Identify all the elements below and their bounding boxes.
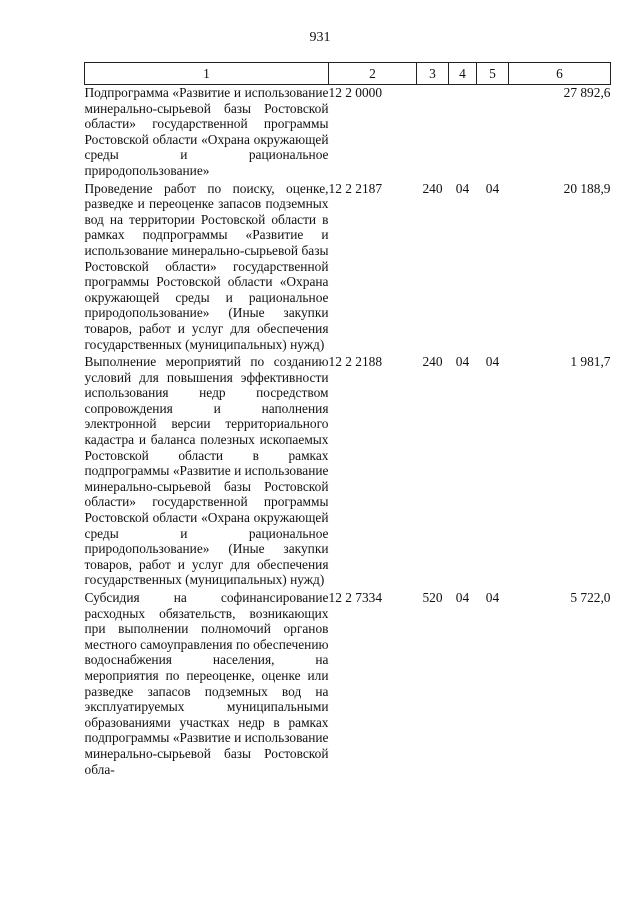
row-code: 12 2 0000 bbox=[328, 85, 383, 100]
row-col5: 04 bbox=[485, 590, 500, 605]
row-col5: 04 bbox=[485, 354, 500, 370]
row-amount: 5 722,0 bbox=[570, 590, 611, 605]
table-header-row bbox=[85, 63, 611, 85]
row-col4: 04 bbox=[455, 180, 470, 196]
column-header-4: 4 bbox=[449, 63, 477, 85]
column-header-1: 1 bbox=[85, 63, 329, 85]
row-amount: 20 188,9 bbox=[563, 180, 611, 196]
row-col4: 04 bbox=[455, 590, 470, 605]
row-code: 12 2 2187 bbox=[328, 180, 383, 196]
row-code: 12 2 2188 bbox=[328, 354, 383, 370]
row-col3: 240 bbox=[422, 180, 443, 196]
column-header-3: 3 bbox=[417, 63, 449, 85]
table-row bbox=[85, 85, 611, 181]
row-col5: 04 bbox=[485, 180, 500, 196]
table-row bbox=[85, 590, 611, 779]
page-number: 931 bbox=[309, 30, 331, 45]
column-header-6: 6 bbox=[509, 63, 611, 85]
row-col5 bbox=[477, 85, 509, 181]
table-row bbox=[85, 354, 611, 590]
row-col3: 240 bbox=[422, 354, 443, 370]
row-description: Выполнение мероприятий по созданию условий для повышения эффективности использования недр посредством сопровождения и наполнения электронной версии территориального кадастра и баланса полезных ископаемых Ростовской области в рамках подпрограммы «Развитие и использование минерально-сырьевой базы Ростовской области» государственной программы Ростовской области «Охрана окружающей среды и рациональное природопользование» (Иные закупки товаров, работ и услуг для обеспечения государственных (муниципальных) нужд) bbox=[84, 354, 329, 588]
column-header-5: 5 bbox=[477, 63, 509, 85]
row-description: Субсидия на софинансирование расходных обязательств, возникающих при выполнении полномочий органов местного самоуправления по обеспечению водоснабжения населения, на мероприятия по переоценке, оценке или разведке запасов подземных вод на эксплуатируемых муниципальными образованиями участках недр в рамках подпрограммы «Развитие и использование минерально-сырьевой базы Ростовской обла- bbox=[84, 590, 329, 777]
row-col4 bbox=[449, 85, 477, 181]
row-amount: 27 892,6 bbox=[563, 85, 611, 100]
budget-table bbox=[84, 62, 611, 779]
table-row bbox=[85, 181, 611, 355]
row-description: Проведение работ по поиску, оценке, разведке и переоценке запасов подземных вод на территории Ростовской области в рамках подпрограммы «Развитие и использование минерально-сырьевой базы Ростовской области» государственной программы Ростовской области «Охрана окружающей среды и рациональное природопользование» (Иные закупки товаров, работ и услуг для обеспечения государственных (муниципальных) нужд) bbox=[84, 180, 329, 352]
row-col4: 04 bbox=[455, 354, 470, 370]
row-code: 12 2 7334 bbox=[328, 590, 383, 605]
row-col3 bbox=[417, 85, 449, 181]
row-amount: 1 981,7 bbox=[570, 354, 611, 370]
row-col3: 520 bbox=[422, 590, 443, 605]
column-header-2: 2 bbox=[329, 63, 417, 85]
row-description: Подпрограмма «Развитие и использование минерально-сырьевой базы Ростовской области» государственной программы Ростовской области «Охрана окружающей среды и рациональное природопользование» bbox=[84, 85, 329, 178]
